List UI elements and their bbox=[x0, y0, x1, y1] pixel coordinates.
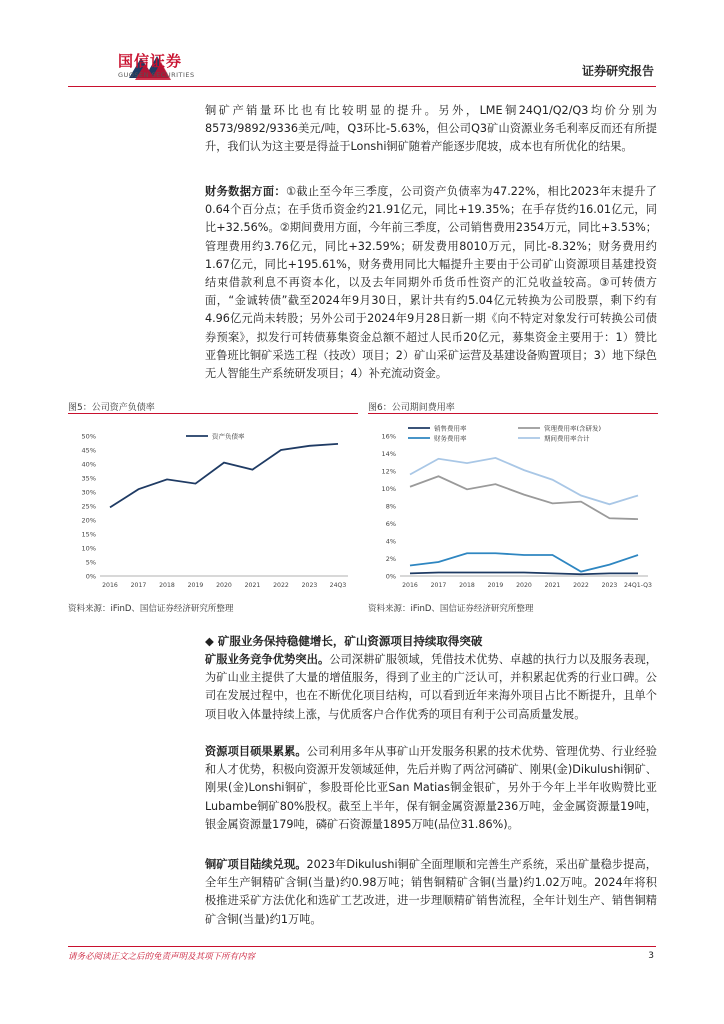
page-header bbox=[0, 0, 724, 90]
x-tick-label: 2020 bbox=[216, 582, 232, 589]
x-tick-label: 24Q3 bbox=[329, 582, 347, 589]
x-tick-label: 2017 bbox=[130, 582, 147, 589]
x-tick-label: 2022 bbox=[273, 582, 289, 589]
figure-title-rule bbox=[368, 413, 658, 414]
y-tick-label: 4% bbox=[385, 537, 396, 546]
y-tick-label: 16% bbox=[381, 432, 396, 441]
report-type-label: 证券研究报告 bbox=[581, 64, 654, 78]
y-tick-label: 15% bbox=[81, 530, 96, 539]
brand-name-en: GUOSEN SECURITIES bbox=[118, 71, 195, 79]
series-line bbox=[410, 553, 638, 571]
x-tick-label: 2020 bbox=[516, 582, 532, 589]
legend-label: 销售费用率 bbox=[434, 424, 467, 433]
legend-label: 管理费用率(含研发) bbox=[544, 424, 602, 433]
paragraph-text: 2023年Dikulushi铜矿全面理顺和完善生产系统，采出矿量稳步提高，全年生产铜精矿含铜(当量)约0.98万吨；销售铜精矿含铜(当量)约1.02万吨。2024年将积极推进采矿方法优化和选矿工艺改进，进一步理顺精矿销售流程，全年计划生产、销售铜精矿含铜(当量)约1万吨。 bbox=[205, 858, 657, 926]
legend-label: 期间费用率合计 bbox=[544, 434, 590, 443]
header-divider bbox=[68, 86, 656, 87]
expense-ratio-chart bbox=[368, 416, 658, 598]
x-tick-label: 2018 bbox=[459, 582, 475, 589]
legend-label: 资产负债率 bbox=[212, 432, 245, 441]
paragraph-text: 铜矿产销量环比也有比较明显的提升。另外，LME铜24Q1/Q2/Q3均价分别为8573/9892/9336美元/吨，Q3环比-5.63%，但公司Q3矿山资源业务毛利率反而还有所提升，我们认为这主要是得益于Lonshi铜矿随着产能逐步爬坡，成本也有所优化的结果。 bbox=[205, 104, 657, 154]
series-line bbox=[410, 573, 638, 575]
x-tick-label: 24Q1-Q3 bbox=[624, 582, 652, 589]
y-tick-label: 20% bbox=[81, 516, 96, 525]
legend-label: 财务费用率 bbox=[434, 434, 467, 443]
series-line bbox=[110, 444, 338, 508]
y-tick-label: 0% bbox=[85, 572, 96, 581]
y-tick-label: 5% bbox=[85, 558, 96, 567]
x-tick-label: 2022 bbox=[573, 582, 589, 589]
brand-name-cn: 国信证券 bbox=[118, 52, 183, 70]
x-tick-label: 2023 bbox=[601, 582, 618, 589]
x-tick-label: 2019 bbox=[487, 582, 504, 589]
x-tick-label: 2016 bbox=[102, 582, 118, 589]
x-tick-label: 2016 bbox=[402, 582, 418, 589]
y-tick-label: 45% bbox=[81, 446, 96, 455]
x-tick-label: 2018 bbox=[159, 582, 175, 589]
x-tick-label: 2021 bbox=[544, 582, 561, 589]
y-tick-label: 30% bbox=[81, 488, 96, 497]
paragraph-lead: 资源项目硕果累累。 bbox=[205, 745, 307, 758]
figure-source: 资料来源：iFinD、国信证券经济研究所整理 bbox=[68, 604, 234, 614]
figure-title: 图6：公司期间费用率 bbox=[368, 403, 455, 413]
series-line bbox=[410, 476, 638, 519]
footer-divider bbox=[68, 946, 656, 947]
paragraph-text: ①截止至今年三季度，公司资产负债率为47.22%，相比2023年末提升了0.64个百分点；在手货币资金约21.91亿元，同比+19.35%；在手存货约16.01亿元，同比+32.56%。②期间费用方面，今年前三季度，公司销售费用2354万元，同比+3.53%；管理费用约3.76亿元，同比+32.59%；研发费用8010万元，同比-8.32%；财务费用约1.67亿元，同比+195.61%，财务费用同比大幅提升主要由于公司矿山资源项目基建投资结束借款利息不再资本化，以及去年同期外币货币性资产的汇兑收益较高。③可转债方面，“金诚转债”截至2024年9月30日，累计共有约5.04亿元转换为公司股票，剩下约有4.96亿元尚未转股；另外公司于2024年9月28日新一期《向不特定对象发行可转换公司债券预案》，拟发行可转债募集资金总额不超过人民币20亿元，募集资金主要用于：1）赞比亚鲁班比铜矿采选工程（技改）项目；2）矿山采矿运营及基建设备购置项目；3）地下绿色无人智能生产系统研发项目；4）补充流动资金。 bbox=[205, 185, 657, 381]
figure-title: 图5：公司资产负债率 bbox=[68, 403, 155, 413]
paragraph-lead: 财务数据方面： bbox=[205, 185, 286, 198]
figure-debt-ratio bbox=[68, 400, 358, 614]
paragraph-text: 公司利用多年从事矿山开发服务积累的技术优势、管理优势、行业经验和人才优势，积极向资源开发领域延伸，先后并购了两岔河磷矿、刚果(金)Dikulushi铜矿、刚果(金)Lonshi铜矿，参股哥伦比亚San Matias铜金银矿，另外于今年上半年收购赞比亚Lubambe铜矿80%股权。截至上半年，保有铜金属资源量236万吨，金金属资源量19吨，银金属资源量179吨，磷矿石资源量1895万吨(品位31.86%)。 bbox=[205, 745, 657, 831]
x-tick-label: 2017 bbox=[430, 582, 447, 589]
y-tick-label: 8% bbox=[385, 502, 396, 511]
paragraph-mining-services bbox=[205, 651, 657, 724]
y-tick-label: 14% bbox=[381, 450, 396, 458]
paragraph-text: 公司深耕矿服领域，凭借技术优势、卓越的执行力以及服务表现，为矿山业主提供了大量的增值服务，得到了业主的广泛认可，并积累起优秀的行业口碑。公司在发展过程中，也在不断优化项目结构，可以看到近年来海外项目占比不断提升，且单个项目收入体量持续上涨，与优质客户合作优秀的项目有利于公司高质量发展。 bbox=[205, 653, 657, 721]
y-tick-label: 6% bbox=[385, 520, 396, 528]
x-tick-label: 2023 bbox=[301, 582, 318, 589]
footer-disclaimer: 请务必阅读正文之后的免责声明及其项下所有内容 bbox=[68, 952, 256, 962]
figure-source: 资料来源：iFinD、国信证券经济研究所整理 bbox=[368, 604, 534, 614]
page-number: 3 bbox=[648, 951, 654, 961]
figure-expense-ratio bbox=[368, 400, 658, 614]
paragraph-resource-projects bbox=[205, 743, 657, 834]
x-tick-label: 2021 bbox=[244, 582, 261, 589]
y-tick-label: 0% bbox=[385, 572, 396, 581]
paragraph-lead: 矿服业务竞争优势突出。 bbox=[205, 653, 330, 666]
paragraph-lead: 铜矿项目陆续兑现。 bbox=[205, 858, 307, 871]
x-tick-label: 2019 bbox=[187, 582, 204, 589]
paragraph-financials bbox=[205, 183, 657, 383]
paragraph-copper-output bbox=[205, 102, 657, 157]
y-tick-label: 35% bbox=[81, 474, 96, 483]
y-tick-label: 40% bbox=[81, 460, 96, 469]
y-tick-label: 10% bbox=[381, 485, 396, 493]
y-tick-label: 25% bbox=[81, 502, 96, 511]
y-tick-label: 2% bbox=[385, 555, 396, 563]
y-tick-label: 10% bbox=[81, 544, 96, 553]
paragraph-copper-projects bbox=[205, 856, 657, 929]
y-tick-label: 50% bbox=[81, 432, 96, 441]
series-line bbox=[410, 458, 638, 504]
section-title: ◆ 矿服业务保持稳健增长，矿山资源项目持续取得突破 bbox=[205, 634, 483, 648]
figure-title-rule bbox=[68, 413, 358, 414]
y-tick-label: 12% bbox=[381, 467, 396, 476]
debt-ratio-chart bbox=[68, 416, 358, 598]
